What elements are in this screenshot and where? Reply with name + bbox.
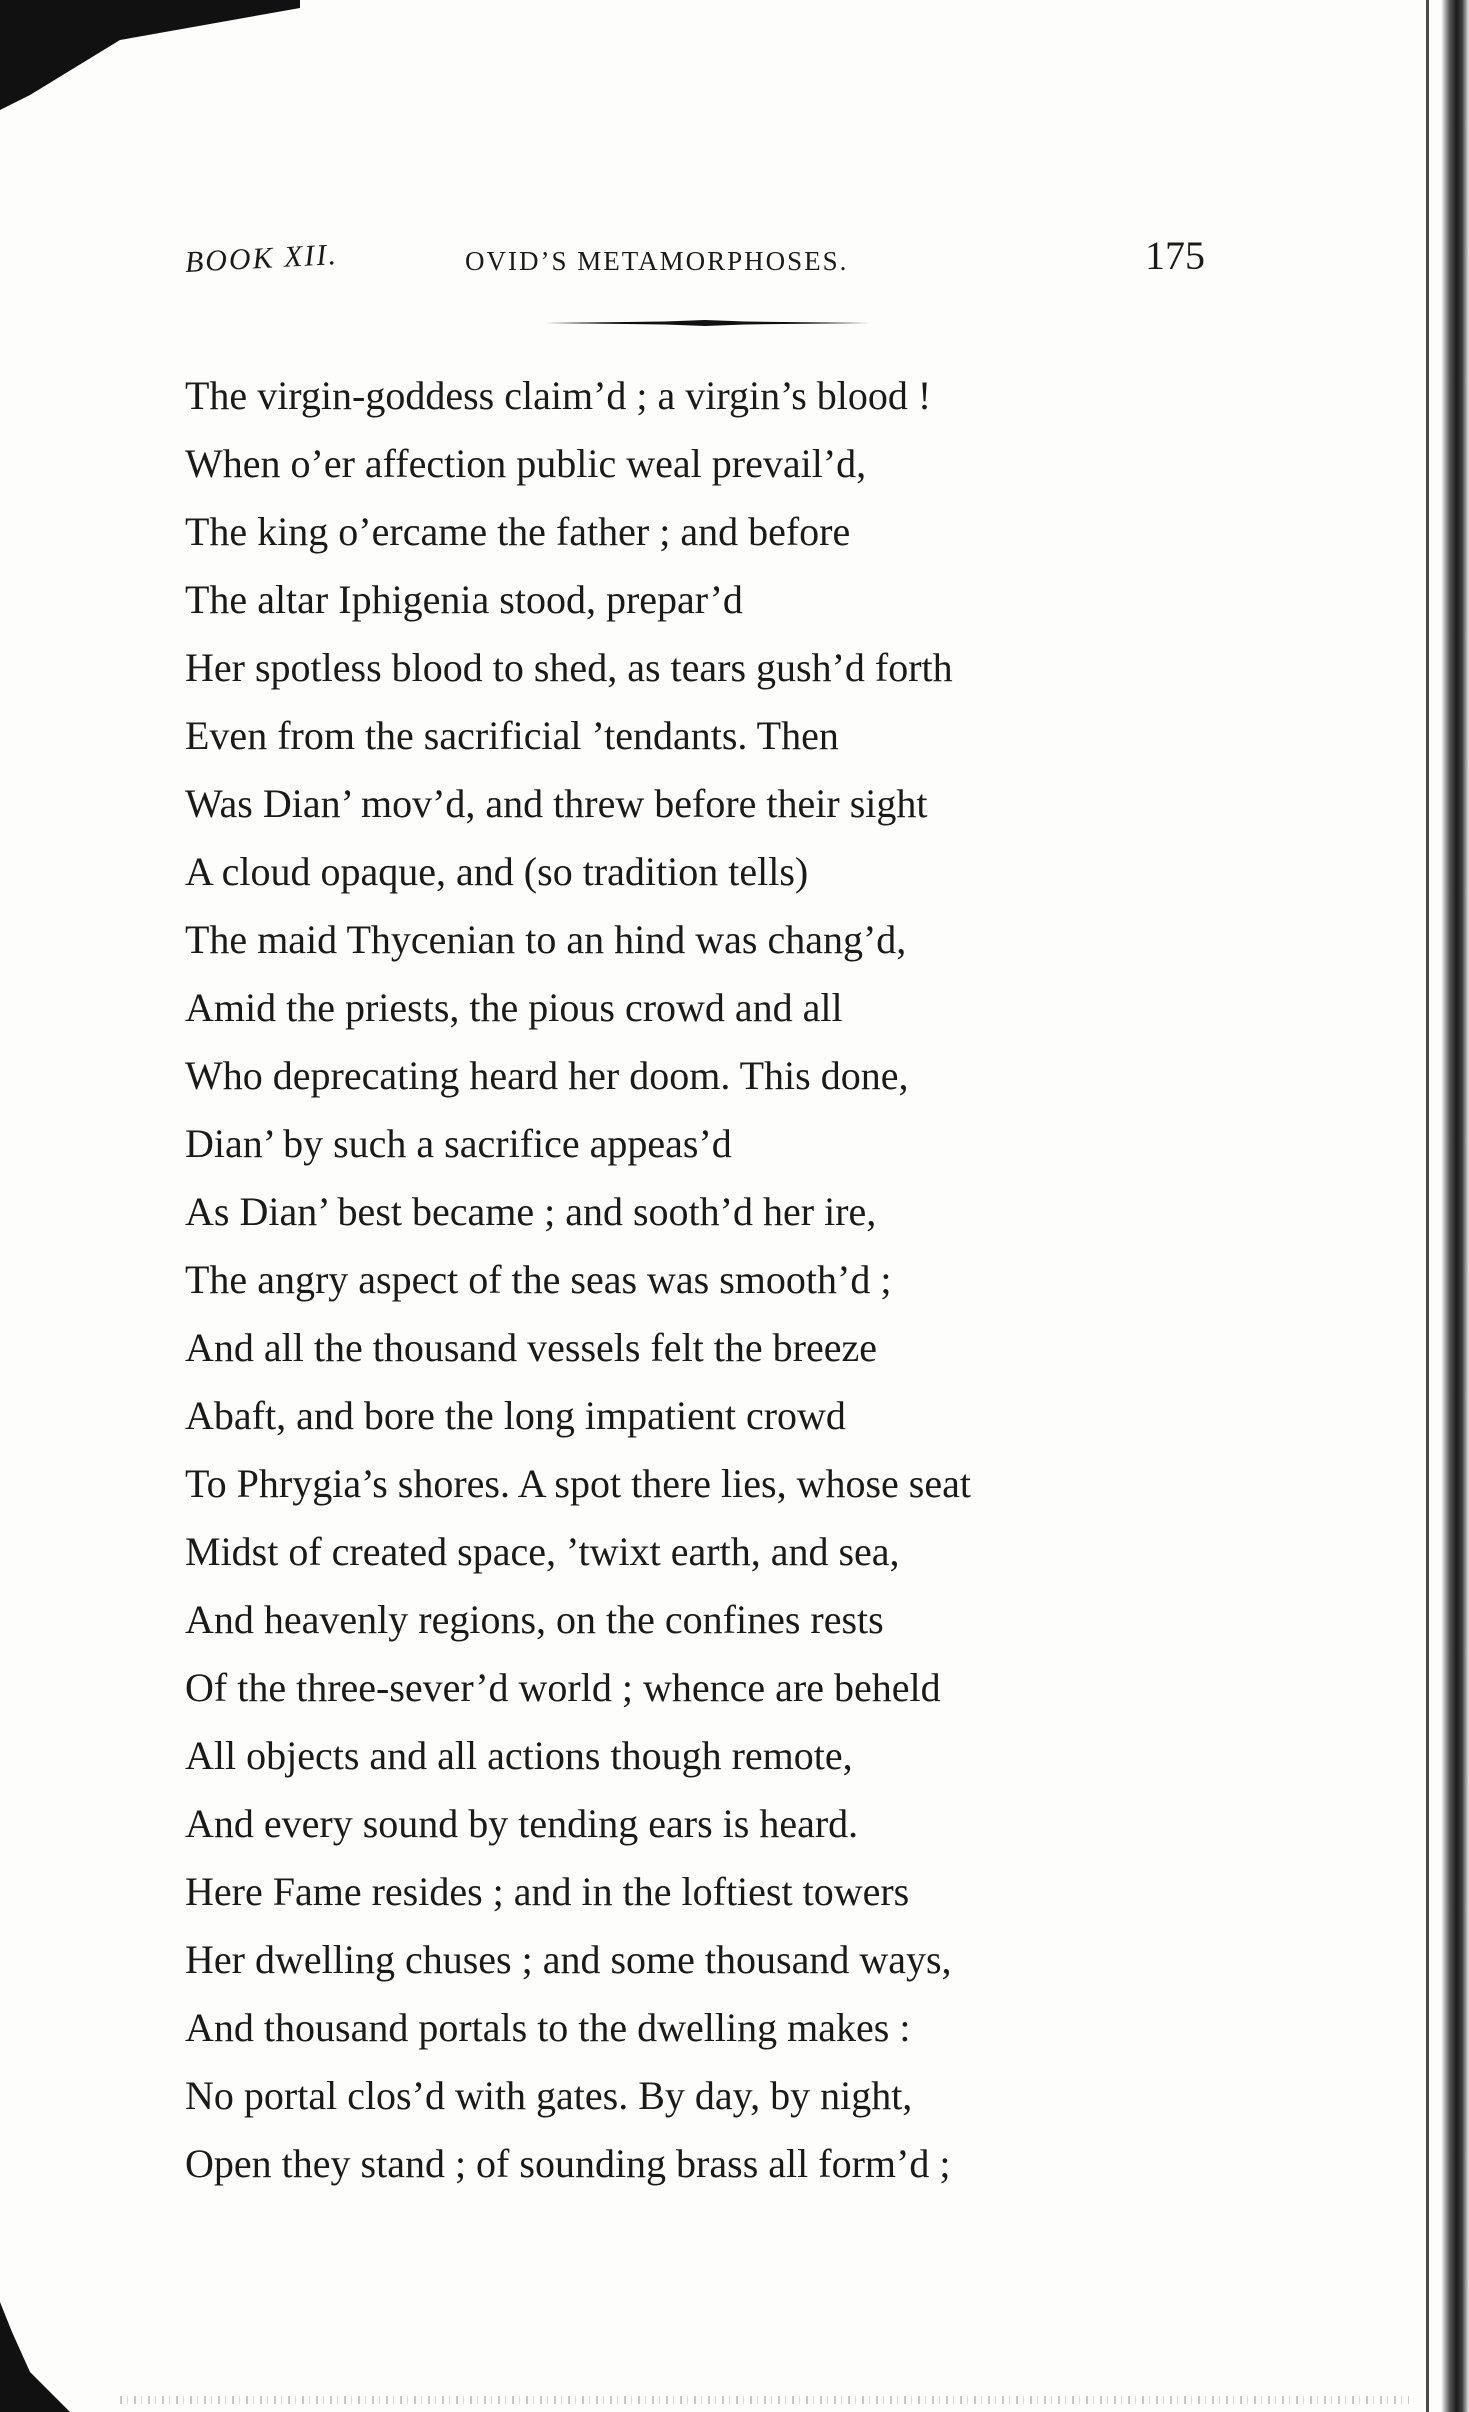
poem-line: When o’er affection public weal prevail’d,: [185, 441, 867, 486]
poem-line: As Dian’ best became ; and sooth’d her ire,: [185, 1189, 877, 1234]
book-label: BOOK XII.: [184, 238, 339, 279]
poem-text: [185, 362, 1185, 2198]
poem-line: And every sound by tending ears is heard.: [185, 1801, 859, 1846]
binding-shadow-bottom-left: [0, 2302, 70, 2412]
scan-noise-bottom: [120, 2396, 1409, 2404]
poem-line: Dian’ by such a sacrifice appeas’d: [185, 1121, 732, 1166]
page-number: 175: [1145, 233, 1205, 278]
poem-line: A cloud opaque, and (so tradition tells): [185, 849, 809, 894]
poem-line: Open they stand ; of sounding brass all form’d ;: [185, 2141, 951, 2186]
poem-line: Even from the sacrificial ’tendants. Then: [185, 713, 839, 758]
poem-line: To Phrygia’s shores. A spot there lies, whose seat: [185, 1461, 971, 1506]
poem-line: Of the three-sever’d world ; whence are beheld: [185, 1665, 941, 1710]
poem-line: Her dwelling chuses ; and some thousand ways,: [185, 1937, 952, 1982]
binding-shadow-top-left: [0, 0, 300, 110]
poem-line: No portal clos’d with gates. By day, by night,: [185, 2073, 913, 2118]
poem-line: All objects and all actions though remote,: [185, 1733, 853, 1778]
poem-line: Who deprecating heard her doom. This done,: [185, 1053, 909, 1098]
work-title: OVID’S METAMORPHOSES.: [465, 246, 849, 276]
poem-line: And thousand portals to the dwelling makes :: [185, 2005, 911, 2050]
poem-line: Amid the priests, the pious crowd and all: [185, 985, 843, 1030]
poem-line: The virgin-goddess claim’d ; a virgin’s blood !: [185, 373, 932, 418]
poem-line: Was Dian’ mov’d, and threw before their sight: [185, 781, 928, 826]
running-head: [185, 232, 1205, 292]
page-edge-line: [1426, 0, 1429, 2412]
poem-line: Midst of created space, ’twixt earth, and sea,: [185, 1529, 900, 1574]
poem-line: Her spotless blood to shed, as tears gush’d forth: [185, 645, 953, 690]
poem-line: And heavenly regions, on the confines rests: [185, 1597, 884, 1642]
page-edge-shadow: [1441, 0, 1469, 2412]
poem-line: And all the thousand vessels felt the breeze: [185, 1325, 877, 1370]
header-rule: [545, 320, 870, 326]
poem-line: Here Fame resides ; and in the loftiest towers: [185, 1869, 910, 1914]
poem-line: The king o’ercame the father ; and before: [185, 509, 851, 554]
poem-line: Abaft, and bore the long impatient crowd: [185, 1393, 846, 1438]
poem-line: The altar Iphigenia stood, prepar’d: [185, 577, 743, 622]
poem-line: The angry aspect of the seas was smooth’d ;: [185, 1257, 892, 1302]
poem-line: The maid Thycenian to an hind was chang’d,: [185, 917, 907, 962]
